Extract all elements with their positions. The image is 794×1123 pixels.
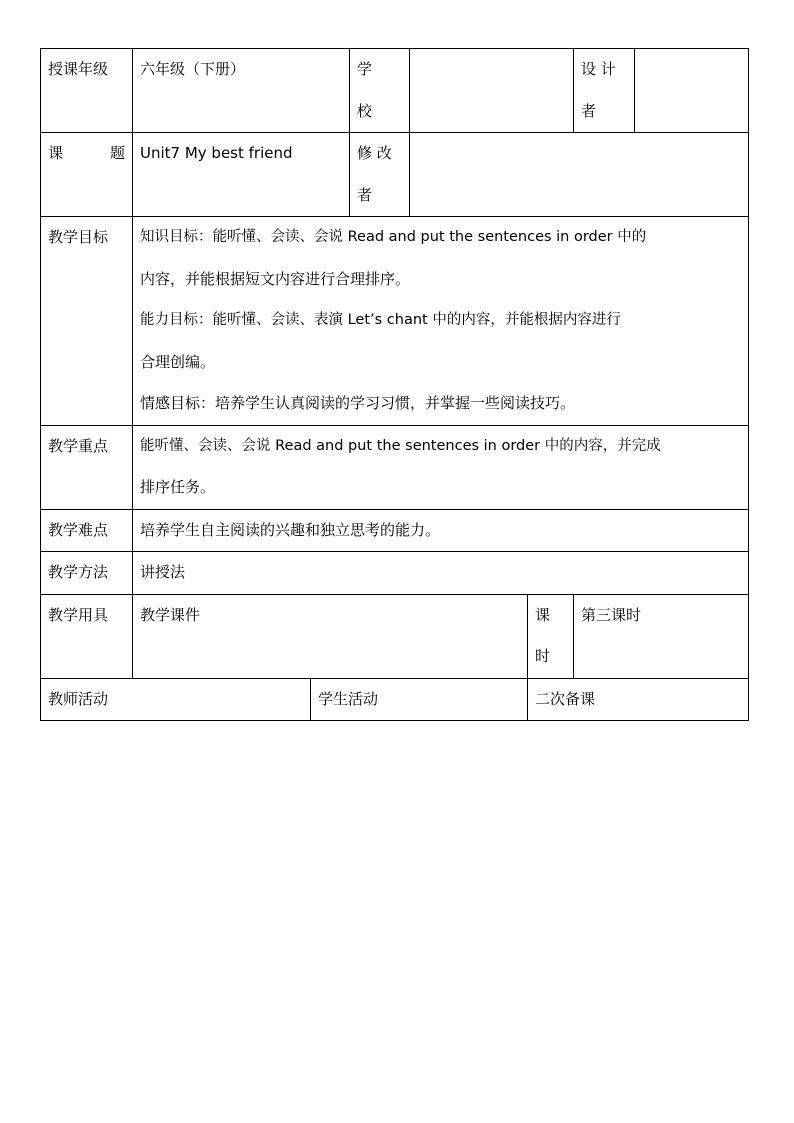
grade-label-cell [41,49,133,133]
method-value: 讲授法 [140,563,186,581]
objective-line-1: 知识目标：能听懂、会读、会说 Read and put the sentences in order 中的 [140,229,647,245]
objective-line-3: 能力目标：能听懂、会读、表演 Let’s chant 中的内容，并能根据内容进行 [140,312,621,328]
key-points-line-1: 能听懂、会读、会说 Read and put the sentences in order 中的内容，并完成 [140,437,661,454]
topic-value: Unit7 My best friend [140,144,293,162]
tools-content-cell[interactable] [133,594,528,678]
editor-label-cell [350,133,410,217]
period-label-cell [528,594,574,678]
student-activity-cell [311,678,528,721]
designer-label-cell [574,49,635,133]
key-points-label-cell [41,425,133,509]
topic-row [41,133,749,217]
topic-label-b: 题 [109,144,125,162]
activities-header-row [41,678,749,721]
teacher-activity-cell [41,678,311,721]
objectives-label: 教学目标 [48,228,109,246]
tools-row [41,594,749,678]
teacher-activity-header: 教师活动 [48,689,109,708]
key-points-line-2: 排序任务。 [140,478,216,496]
method-label: 教学方法 [48,563,109,581]
second-prep-cell [528,678,749,721]
editor-value-cell[interactable] [410,133,749,217]
period-value: 第三课时 [581,605,642,624]
topic-value-cell[interactable] [133,133,350,217]
school-label-line2: 校 [357,101,373,120]
difficulties-label: 教学难点 [48,520,109,539]
editor-label-line1: 修 改 [357,144,392,162]
method-content-cell[interactable] [133,552,749,595]
student-activity-header: 学生活动 [318,689,379,708]
designer-label-line1: 设 计 [581,60,616,78]
school-value-cell[interactable] [410,49,574,133]
objective-line-2: 内容，并能根据短文内容进行合理排序。 [140,269,411,288]
lesson-plan-table [40,48,749,721]
difficulties-label-cell [41,509,133,552]
topic-label-a: 课 [48,144,64,162]
key-points-content-cell[interactable] [133,425,749,509]
period-label-line1: 课 [535,605,551,624]
school-label-cell [350,49,410,133]
difficulties-row [41,509,749,552]
second-prep-header: 二次备课 [535,689,596,708]
grade-value-cell[interactable] [133,49,350,133]
objectives-row [41,217,749,426]
period-value-cell[interactable] [574,594,749,678]
method-label-cell [41,552,133,595]
objectives-content-cell[interactable] [133,217,749,426]
grade-value: 六年级（下册） [140,60,246,78]
tools-value: 教学课件 [140,605,201,624]
key-points-row [41,425,749,509]
method-row [41,552,749,595]
objectives-label-cell [41,217,133,426]
designer-label-line2: 者 [581,101,597,120]
header-row [41,49,749,133]
difficulties-content-cell[interactable] [133,509,749,552]
tools-label-cell [41,594,133,678]
difficulties-value: 培养学生自主阅读的兴趣和独立思考的能力。 [140,520,441,539]
topic-label-cell [41,133,133,217]
period-label-line2: 时 [535,647,551,665]
designer-value-cell[interactable] [635,49,749,133]
key-points-label: 教学重点 [48,436,109,455]
objective-line-5: 情感目标：培养学生认真阅读的学习习惯，并掌握一些阅读技巧。 [140,394,576,412]
grade-label: 授课年级 [48,60,109,78]
editor-label-line2: 者 [357,185,373,204]
tools-label: 教学用具 [48,605,109,624]
objective-line-4: 合理创编。 [140,352,216,371]
school-label-line1: 学 [357,60,373,78]
